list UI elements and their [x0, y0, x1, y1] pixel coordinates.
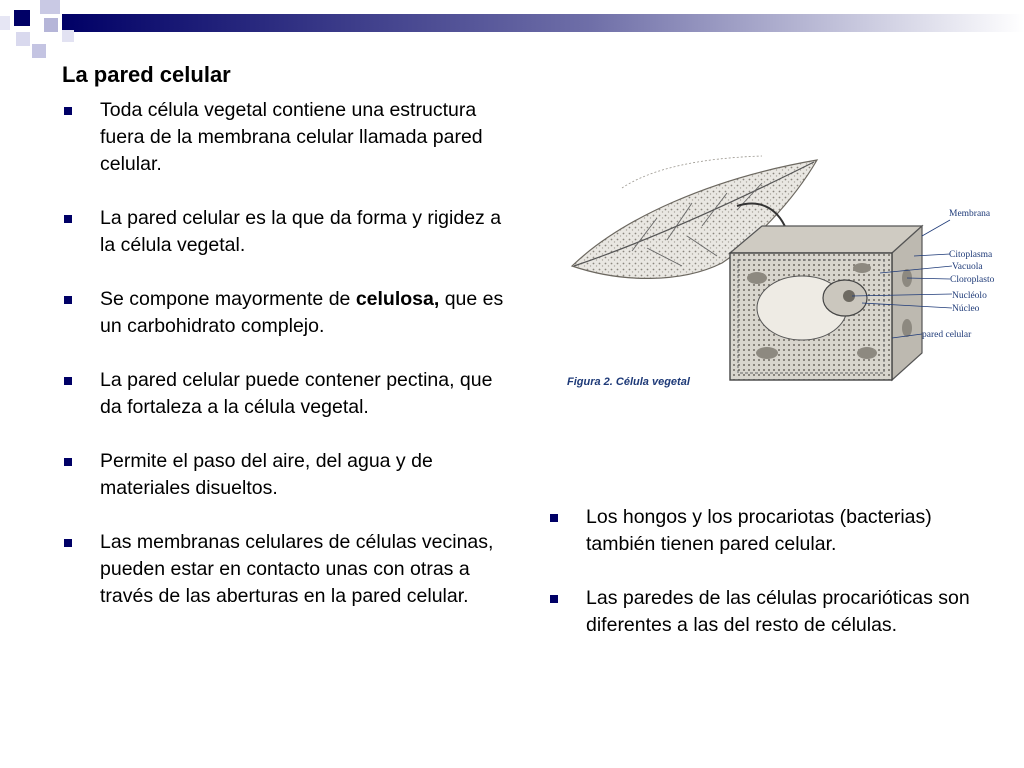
square-bullet-icon [64, 296, 72, 304]
square-bullet-icon [64, 458, 72, 466]
bullet-text: Toda célula vegetal contiene una estructura fuera de la membrana celular llamada pared celular. [100, 99, 483, 175]
slide-title: La pared celular [62, 62, 231, 87]
bullet-item [62, 367, 514, 421]
deco-square [14, 10, 30, 26]
square-bullet-icon [64, 377, 72, 385]
deco-square [44, 18, 58, 32]
bullet-bold-term: celulosa, [355, 288, 440, 310]
plant-cell-figure [562, 148, 1012, 393]
bullet-item [548, 504, 998, 558]
bullet-text: La pared celular es la que da forma y rigidez a la célula vegetal. [100, 207, 502, 256]
label-pared: pared celular [922, 330, 972, 340]
header-decoration [0, 0, 1024, 60]
bullet-text: Las membranas celulares de células vecinas, pueden estar en contacto unas con otras a través de las aberturas en la pared celular. [100, 531, 494, 607]
deco-square [62, 30, 74, 42]
bullet-item [62, 205, 514, 259]
label-nucleolo: Nucléolo [952, 291, 987, 301]
deco-square [32, 44, 46, 58]
figure-caption: Figura 2. Célula vegetal [567, 376, 690, 388]
right-bullet-list [548, 504, 998, 666]
label-cloroplasto: Cloroplasto [950, 275, 995, 285]
bullet-text: que es un carbohidrato complejo. [100, 288, 504, 337]
square-bullet-icon [550, 514, 558, 522]
square-bullet-icon [64, 539, 72, 547]
deco-square [40, 0, 60, 14]
bullet-item [62, 286, 514, 340]
bullet-text: La pared celular puede contener pectina, que da fortaleza a la célula vegetal. [100, 369, 493, 418]
bullet-item [62, 448, 514, 502]
square-bullet-icon [64, 215, 72, 223]
bullet-text: Los hongos y los procariotas (bacterias) también tienen pared celular. [586, 506, 932, 555]
bullet-text: Permite el paso del aire, del agua y de materiales disueltos. [100, 450, 433, 499]
left-bullet-list [62, 97, 514, 637]
label-nucleo: Núcleo [952, 304, 980, 314]
label-vacuola: Vacuola [952, 262, 983, 272]
bullet-text: Las paredes de las células procarióticas son diferentes a las del resto de células. [586, 587, 970, 636]
bullet-item [62, 97, 514, 178]
bullet-item [548, 585, 998, 639]
bullet-text: Se compone mayormente de [100, 288, 356, 310]
deco-square [0, 16, 10, 30]
square-bullet-icon [550, 595, 558, 603]
header-gradient-band [62, 14, 1024, 32]
bullet-item [62, 529, 514, 610]
square-bullet-icon [64, 107, 72, 115]
label-citoplasma: Citoplasma [949, 250, 993, 260]
cell-block [730, 226, 922, 380]
label-membrana: Membrana [949, 209, 991, 219]
deco-square [16, 32, 30, 46]
